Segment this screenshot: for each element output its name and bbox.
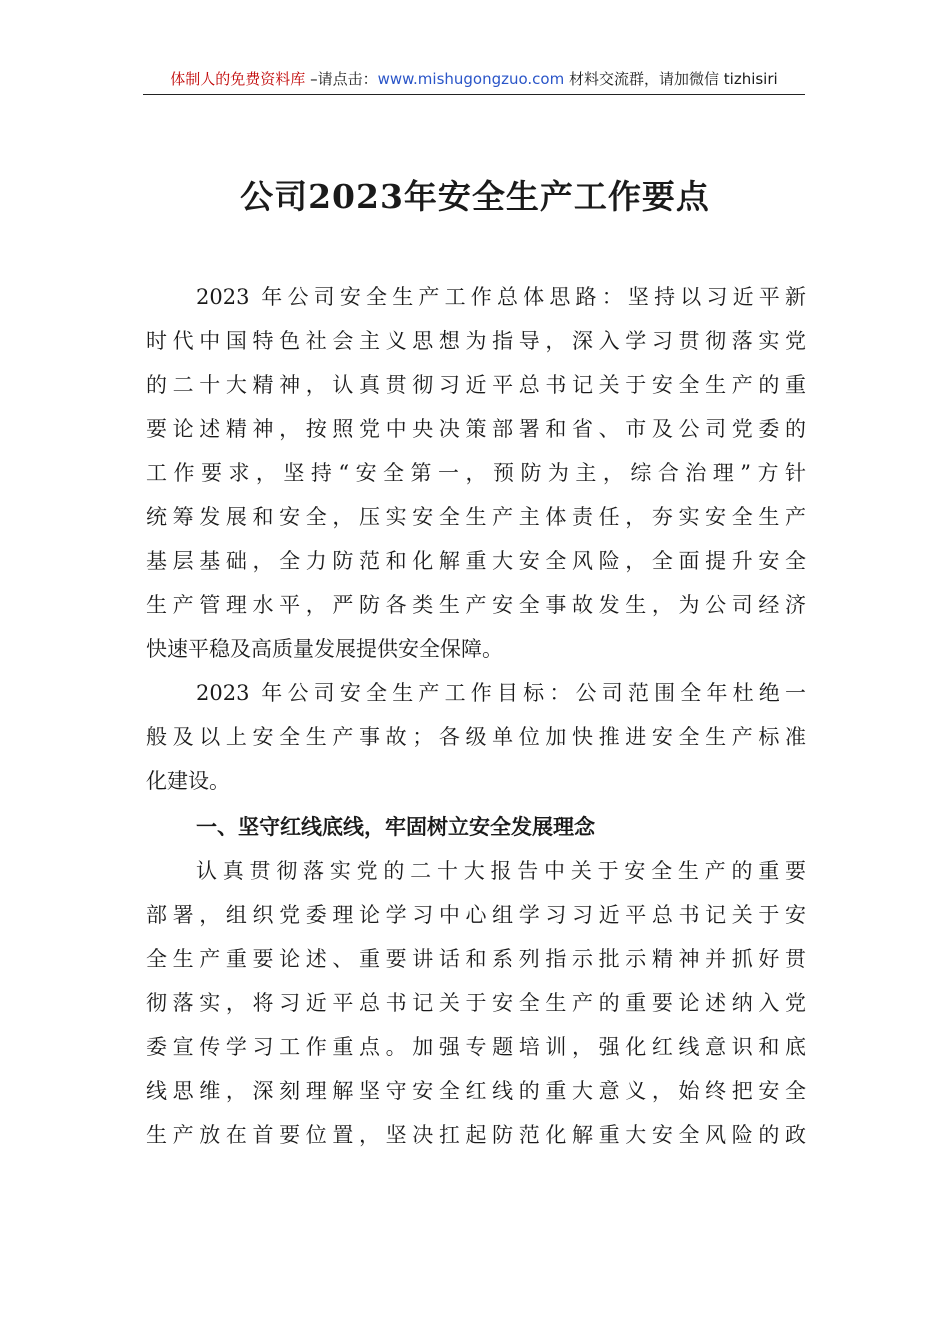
paragraph-2-line-1: 2023 年公司安全生产工作目标：公司范围全年杜绝一: [196, 681, 806, 705]
paragraph-1-line-8: 生产管理水平，严防各类生产安全事故发生，为公司经济: [146, 593, 806, 617]
paragraph-1-line-2: 时代中国特色社会主义思想为指导，深入学习贯彻落实党: [146, 329, 806, 353]
paragraph-1-line-9: 快速平稳及高质量发展提供安全保障。: [146, 637, 503, 661]
paragraph-1-line-4: 要论述精神，按照党中央决策部署和省、市及公司党委的: [146, 417, 806, 441]
paragraph-1-line-6: 统筹发展和安全，压实安全生产主体责任，夯实安全生产: [146, 505, 806, 529]
paragraph-1-line-1: 2023 年公司安全生产工作总体思路：坚持以习近平新: [196, 285, 806, 309]
header-prompt: –请点击：: [305, 70, 378, 88]
paragraph-1-line-3: 的二十大精神，认真贯彻习近平总书记关于安全生产的重: [146, 373, 806, 397]
paragraph-3-line-4: 彻落实，将习近平总书记关于安全生产的重要论述纳入党: [146, 991, 806, 1015]
paragraph-1-line-5: 工作要求，坚持“安全第一，预防为主，综合治理”方针: [146, 461, 806, 485]
paragraph-3-line-1: 认真贯彻落实党的二十大报告中关于安全生产的重要: [196, 859, 806, 883]
paragraph-3-line-6: 线思维，深刻理解坚守安全红线的重大意义，始终把安全: [146, 1079, 806, 1103]
paragraph-1-line-7: 基层基础，全力防范和化解重大安全风险，全面提升安全: [146, 549, 806, 573]
header-website-link[interactable]: www.mishugongzuo.com: [377, 70, 565, 88]
header-brand: 体制人的免费资料库: [170, 70, 306, 88]
header-contact: 材料交流群，请加微信 tizhisiri: [564, 70, 778, 88]
paragraph-2-line-2: 般及以上安全生产事故；各级单位加快推进安全生产标准: [146, 725, 806, 749]
paragraph-3-line-7: 生产放在首要位置，坚决扛起防范化解重大安全风险的政: [146, 1123, 806, 1147]
paragraph-3-line-5: 委宣传学习工作重点。加强专题培训，强化红线意识和底: [146, 1035, 806, 1059]
document-title: 公司2023年安全生产工作要点: [240, 177, 710, 216]
paragraph-3-line-2: 部署，组织党委理论学习中心组学习习近平总书记关于安: [146, 903, 806, 927]
paragraph-3-line-3: 全生产重要论述、重要讲话和系列指示批示精神并抓好贯: [146, 947, 806, 971]
paragraph-2-line-3: 化建设。: [146, 769, 230, 793]
page-header: [143, 66, 805, 95]
section-heading-1: 一、坚守红线底线，牢固树立安全发展理念: [196, 815, 595, 839]
